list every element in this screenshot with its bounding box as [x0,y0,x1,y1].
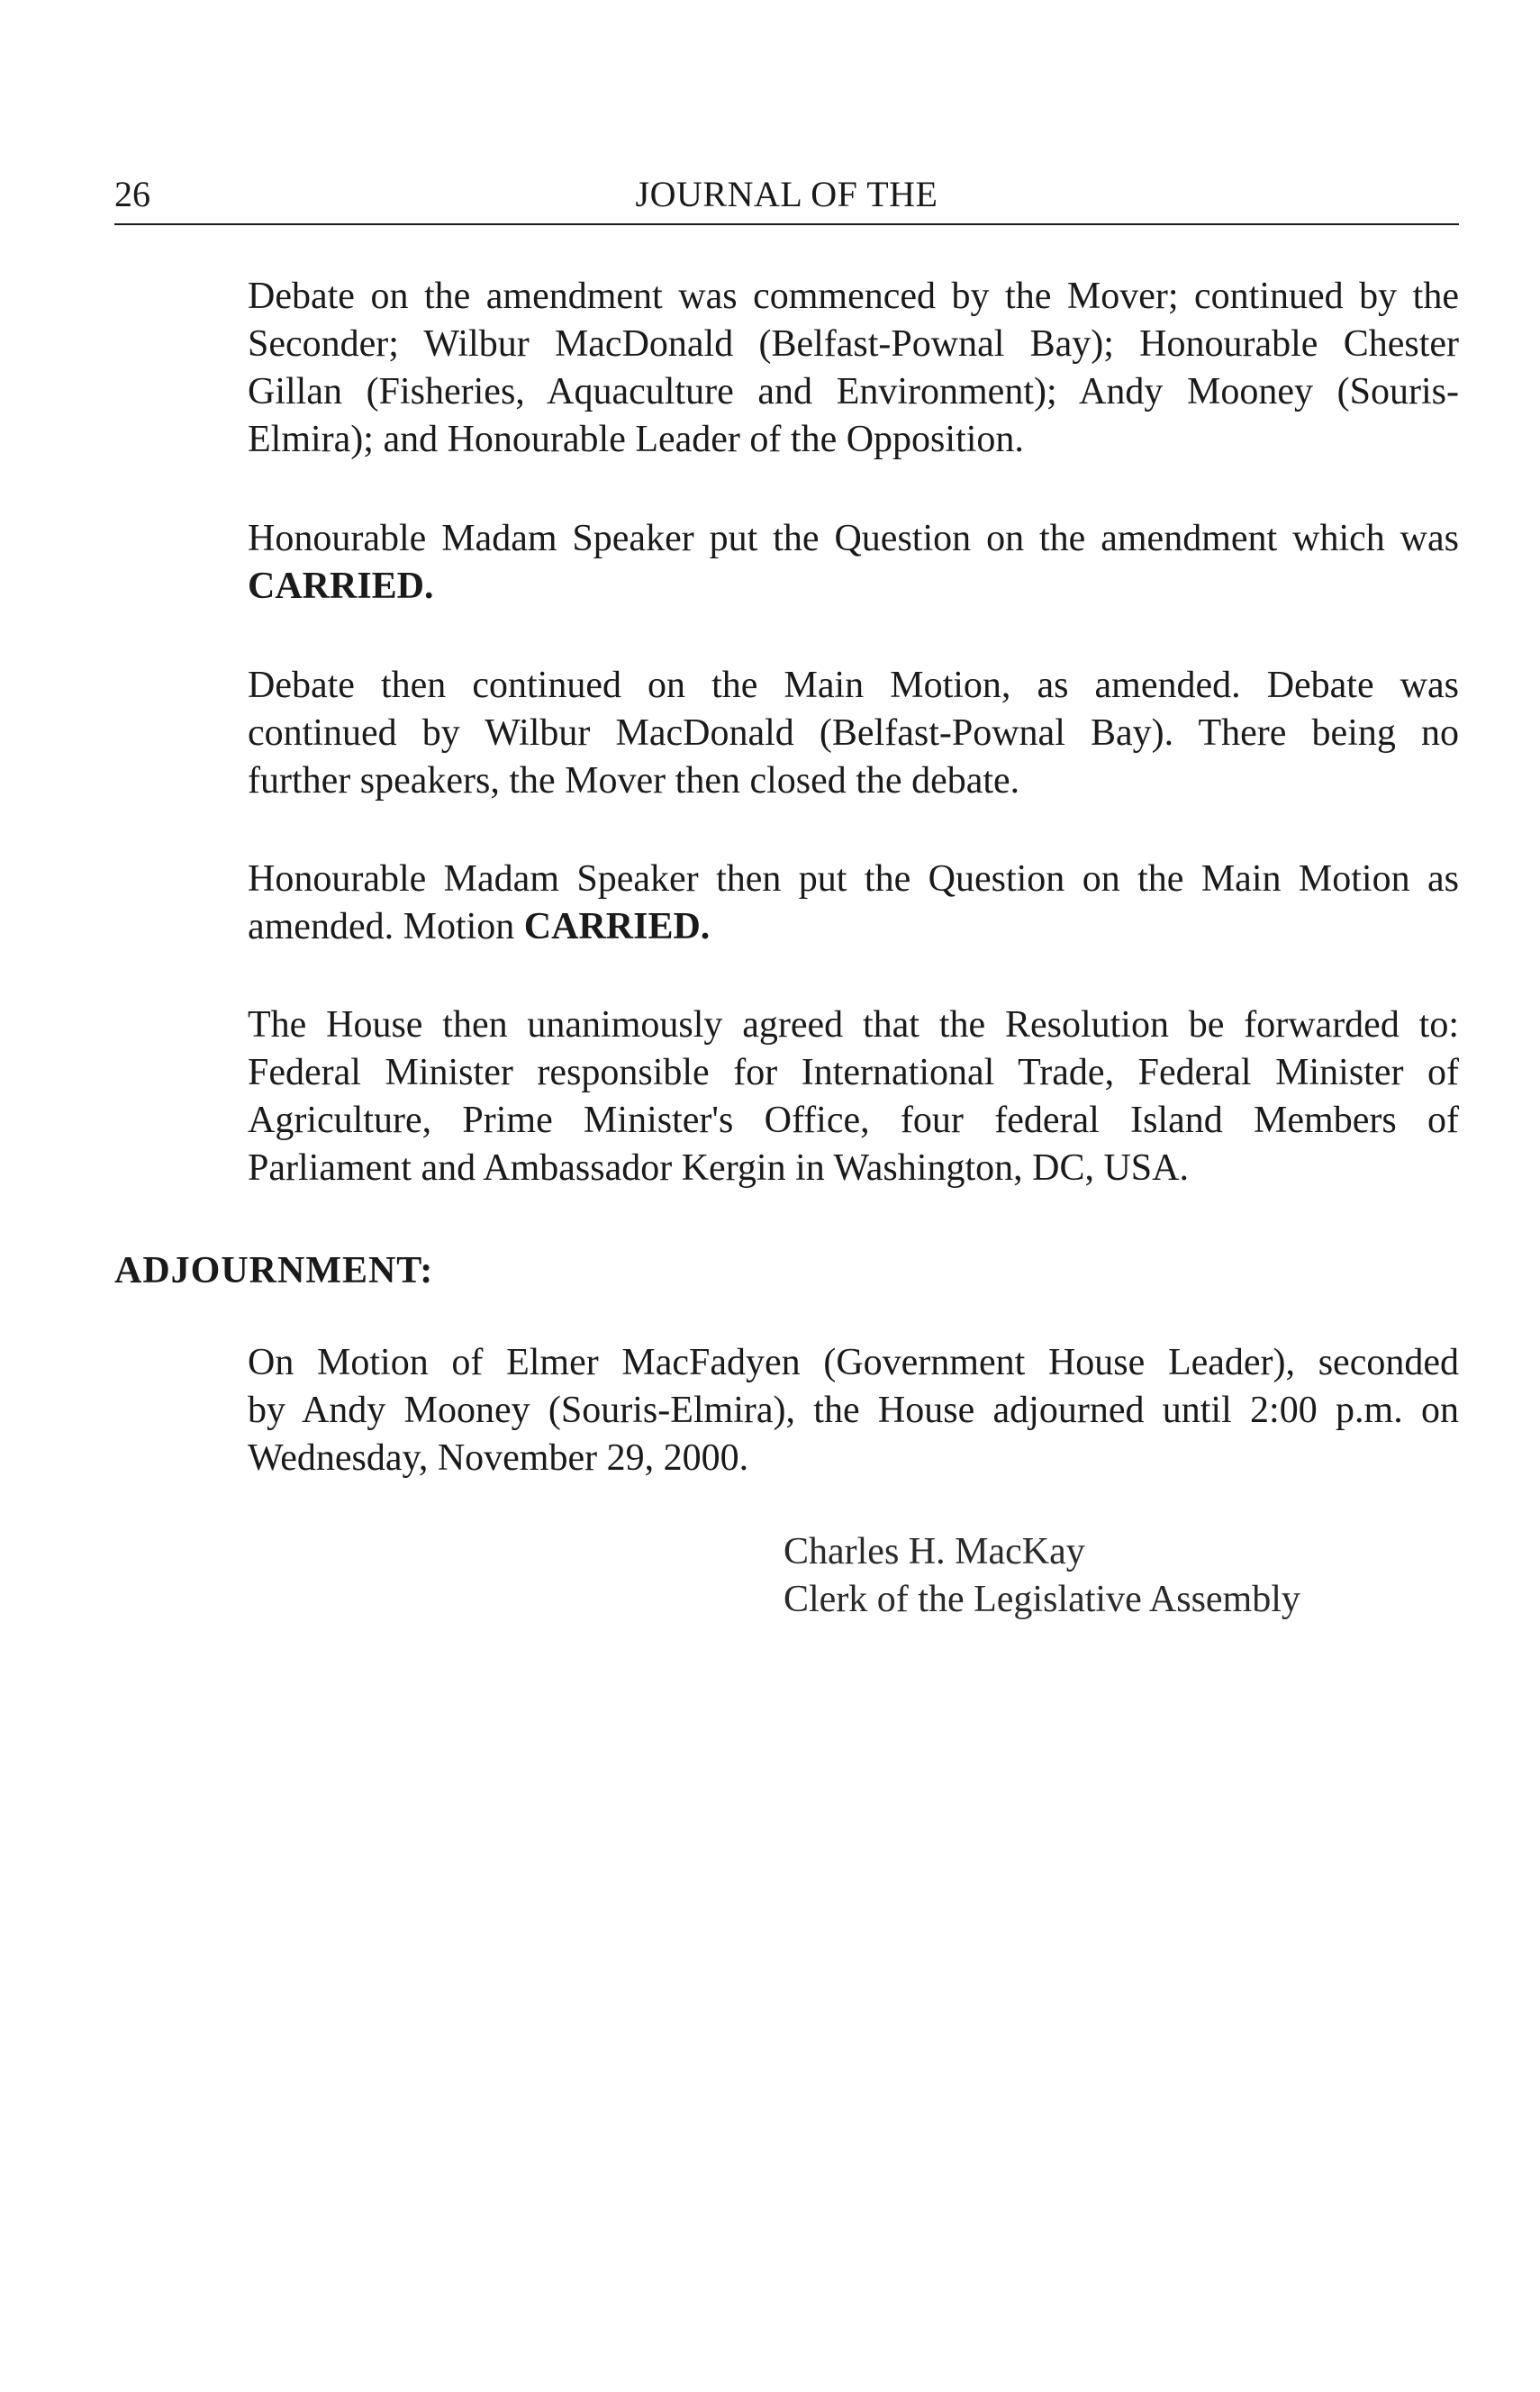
text-line: Debate on the amendment was commenced by the Mover; continued by the [248,276,1459,317]
text-line: Parliament and Ambassador Kergin in Washington, DC, USA. [248,1147,1189,1189]
paragraph-amendment-debate [248,273,1459,464]
text-line: The House then unanimously agreed that the Resolution be forwarded to: [248,1004,1459,1046]
text-line: Federal Minister responsible for International Trade, Federal Minister of [248,1052,1459,1093]
paragraph-main-motion-question [248,856,1459,951]
paragraph-resolution-forwarded [248,1001,1459,1192]
signature-block [784,1528,1300,1624]
running-header [114,171,1459,225]
journal-title: JOURNAL OF THE [635,174,938,214]
text-line: Debate then continued on the Main Motion, as amended. Debate was [248,665,1459,706]
text-line: Gillan (Fisheries, Aquaculture and Environment); Andy Mooney (Souris- [248,371,1459,412]
carried-label: CARRIED. [523,906,711,947]
paragraph-adjournment [248,1339,1459,1482]
paragraph-amendment-question [248,515,1459,611]
text-line: On Motion of Elmer MacFadyen (Government House Leader), seconded [248,1342,1459,1383]
text-line: by Andy Mooney (Souris-Elmira), the House adjourned until 2:00 p.m. on [248,1390,1459,1431]
text-line [248,903,1459,951]
text-line: Wednesday, November 29, 2000. [248,1437,749,1479]
signatory-name: Charles H. MacKay [784,1531,1085,1572]
paragraph-main-motion-debate [248,662,1459,805]
page-number: 26 [114,174,150,214]
signatory-title: Clerk of the Legislative Assembly [784,1579,1300,1620]
text-line: Agriculture, Prime Minister's Office, four federal Island Members of [248,1100,1459,1141]
text-line: Honourable Madam Speaker put the Question on the amendment which was [248,518,1459,559]
motion-prefix: amended. Motion [248,906,524,947]
text-line: Honourable Madam Speaker then put the Question on the Main Motion as [248,858,1459,900]
text-line: further speakers, the Mover then closed the debate. [248,760,1020,802]
text-line: Elmira); and Honourable Leader of the Opposition. [248,419,1024,460]
text-line: Seconder; Wilbur MacDonald (Belfast-Pownal Bay); Honourable Chester [248,323,1459,365]
text-line: continued by Wilbur MacDonald (Belfast-Pownal Bay). There being no [248,712,1459,754]
adjournment-heading: ADJOURNMENT: [114,1250,434,1291]
carried-label: CARRIED. [248,566,434,607]
